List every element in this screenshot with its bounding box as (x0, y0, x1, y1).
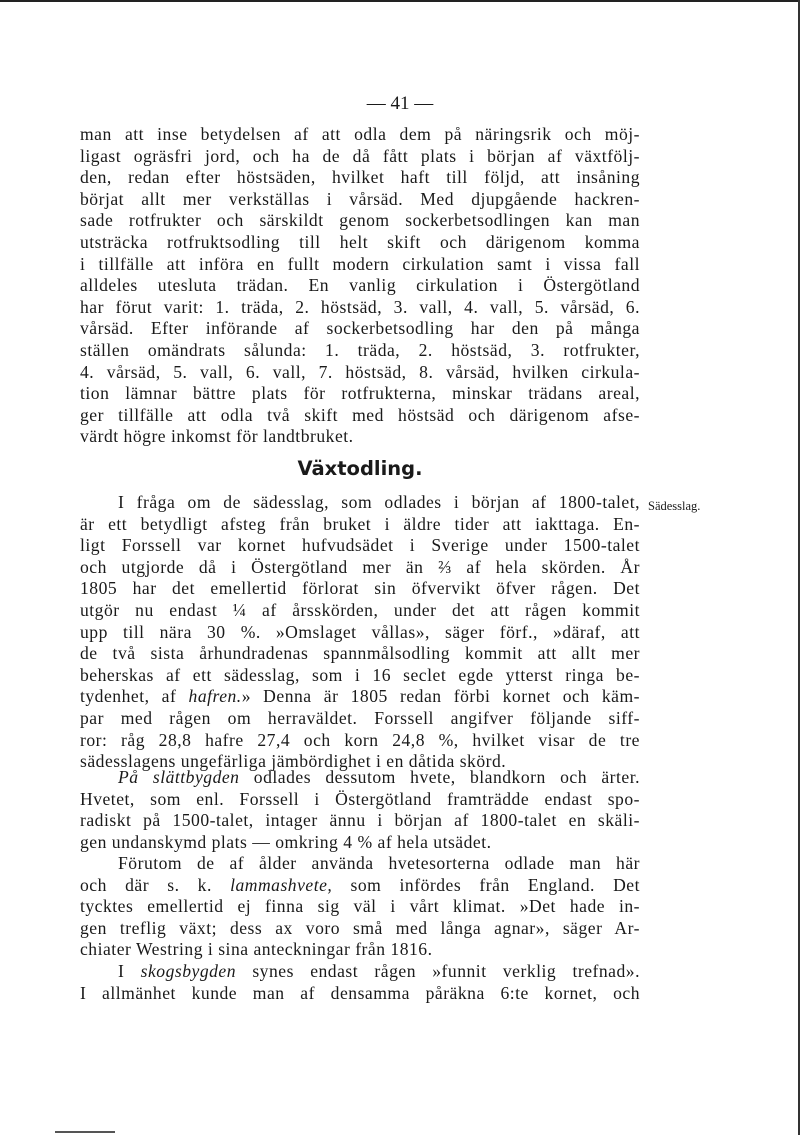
text-line: ligast ogräsfri jord, och ha de då fått plats i början af växtfölj- (80, 145, 640, 166)
text-line: ställen omändrats sålunda: 1. träda, 2. höstsäd, 3. rotfrukter, (80, 339, 640, 360)
text-line: ror: råg 28,8 hafre 27,4 och korn 24,8 %, hvilket visar de tre (80, 729, 640, 750)
text-line: tydenhet, af hafren.» Denna är 1805 redan förbi kornet och käm- (80, 686, 640, 707)
text-line: är ett betydligt afsteg från bruket i äldre tider att iakttaga. En- (80, 513, 640, 534)
text-line: Förutom de af ålder använda hvetesorterna odlade man här (118, 853, 640, 873)
italic-term: På slättbygden (118, 767, 240, 787)
bottom-mark (55, 1131, 115, 1133)
text-line: beherskas af ett sädesslag, som i 16 seclet egde ytterst ringa be- (80, 664, 640, 685)
text-line: radiskt på 1500-talet, intager ännu i början af 1800-talet en skäli- (80, 810, 640, 831)
section-heading: Växtodling. (297, 457, 423, 480)
text-line: ligt Forssell var kornet hufvudsädet i Sverige under 1500-talet (80, 535, 640, 556)
text-line: upp till nära 30 %. »Omslaget vållas», säger förf., »däraf, att (80, 621, 640, 642)
paragraph-4 (80, 853, 640, 961)
text-line: gen treflig växt; dess ax voro små med långa agnar», säger Ar- (80, 917, 640, 938)
text-line: utgör nu endast ¼ af årsskörden, under det att rågen kommit (80, 599, 640, 620)
text-line: I skogsbygden synes endast rågen »funnit verklig trefnad». (118, 961, 640, 981)
paragraph-5 (80, 961, 640, 1004)
paragraph-1 (80, 124, 640, 448)
text-line: 4. vårsäd, 5. vall, 6. vall, 7. höstsäd, 8. vårsäd, hvilken cirkula- (80, 361, 640, 382)
text-line: I allmänhet kunde man af densamma påräkna 6:te kornet, och (80, 982, 640, 1003)
text-line: gen undanskymd plats — omkring 4 % af hela utsädet. (80, 831, 492, 852)
text-line: par med rågen om herraväldet. Forssell angifver följande siff- (80, 707, 640, 728)
italic-term: skogsbygden (140, 961, 237, 981)
margin-note: Sädesslag. (648, 499, 701, 513)
text-line: alldeles utesluta trädan. En vanlig cirkulation i Östergötland (80, 275, 640, 296)
text-line: och utgjorde då i Östergötland mer än ⅔ af hela skörden. År (80, 556, 640, 577)
paragraph-3 (80, 767, 640, 853)
text-line: I fråga om de sädesslag, som odlades i början af 1800-talet, (118, 492, 640, 512)
text-line: i tillfälle att införa en fullt modern cirkulation samt i vissa fall (80, 253, 640, 274)
italic-term: hafren. (188, 686, 242, 707)
text-line: På slättbygden odlades dessutom hvete, blandkorn och ärter. (118, 767, 640, 787)
text-line: chiater Westring i sina anteckningar från 1816. (80, 939, 433, 960)
text-line: de två sista århundradenas spannmålsodling kommit att allt mer (80, 643, 640, 664)
text-line: börjat allt mer verkställas i vårsäd. Med djupgående hackren- (80, 188, 640, 209)
page-number: — 41 — (366, 93, 434, 114)
text-line: och där s. k. lammashvete, som infördes från England. Det (80, 874, 640, 895)
text-line: ger tillfälle att odla två skift med höstsäd och därigenom afse- (80, 404, 640, 425)
text-line: har förut varit: 1. träda, 2. höstsäd, 3. vall, 4. vall, 5. vårsäd, 6. (80, 296, 640, 317)
text-line: Hvetet, som enl. Forssell i Östergötland framträdde endast spo- (80, 788, 640, 809)
text-line: tion lämnar bättre plats för rotfrukterna, minskar trädans areal, (80, 383, 640, 404)
paragraph-2 (80, 492, 640, 773)
text-line: utsträcka rotfruktsodling till helt skift och därigenom komma (80, 231, 640, 252)
text-line: vårsäd. Efter införande af sockerbetsodling har den på många (80, 318, 640, 339)
text-line: den, redan efter höstsäden, hvilket haft till följd, att insåning (80, 167, 640, 188)
text-line: sade rotfrukter och särskildt genom sockerbetsodlingen kan man (80, 210, 640, 231)
italic-term: lammashvete, (230, 874, 333, 895)
text-line: sädesslagens ungefärliga jämbördighet i en dåtida skörd. (80, 751, 507, 772)
text-line: värdt högre inkomst för landtbruket. (80, 426, 354, 447)
text-line: 1805 har det emellertid förlorat sin öfvervikt öfver rågen. Det (80, 578, 640, 599)
text-line: tycktes emellertid ej finna sig väl i vårt klimat. »Det hade in- (80, 896, 640, 917)
top-border (0, 0, 800, 2)
text-line: man att inse betydelsen af att odla dem på näringsrik och möj- (80, 124, 640, 144)
